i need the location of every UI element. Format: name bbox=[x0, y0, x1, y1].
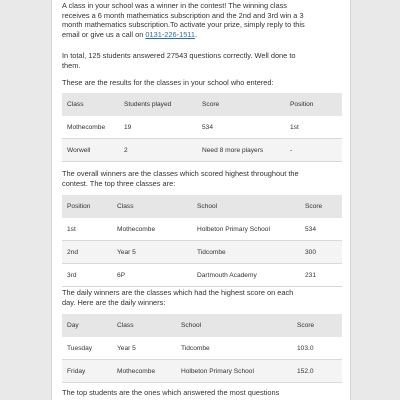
table-cell: Holbeton Primary School bbox=[192, 218, 300, 241]
table-cell: 534 bbox=[300, 218, 342, 241]
intro-line: receives a 6 month mathematics subscription and the 2nd and 3rd win a 3 bbox=[62, 10, 304, 20]
school-results-table bbox=[62, 93, 342, 162]
table-cell: Worwell bbox=[62, 139, 119, 162]
table-cell: Holbeton Primary School bbox=[176, 360, 292, 383]
table-header-row bbox=[62, 195, 342, 218]
table-cell: 231 bbox=[300, 264, 342, 287]
table-row bbox=[62, 241, 342, 264]
overall-winners-intro bbox=[62, 169, 299, 188]
table-header-row bbox=[62, 314, 342, 337]
daily-intro-line: day. Here are the daily winners: bbox=[62, 297, 166, 307]
overall-intro-line: contest. The top three classes are: bbox=[62, 178, 176, 188]
table-row bbox=[62, 264, 342, 287]
table-cell: Friday bbox=[62, 360, 112, 383]
column-header: Position bbox=[285, 93, 342, 116]
column-header: Class bbox=[112, 314, 176, 337]
table-row bbox=[62, 116, 342, 139]
column-header: School bbox=[176, 314, 292, 337]
total-paragraph bbox=[62, 51, 296, 70]
table-cell: Tidcombe bbox=[192, 241, 300, 264]
table-cell: Dartmouth Academy bbox=[192, 264, 300, 287]
column-header: Position bbox=[62, 195, 112, 218]
table-cell: Mothecombe bbox=[112, 218, 192, 241]
table-cell: 2nd bbox=[62, 241, 112, 264]
table-cell: Tidcombe bbox=[176, 337, 292, 360]
school-results-intro: These are the results for the classes in your school who entered: bbox=[62, 78, 274, 87]
daily-winners-table bbox=[62, 314, 342, 383]
table-cell: Year 5 bbox=[112, 241, 192, 264]
table-cell: Tuesday bbox=[62, 337, 112, 360]
column-header: School bbox=[192, 195, 300, 218]
column-header: Class bbox=[62, 93, 119, 116]
intro-line-text: . bbox=[194, 29, 198, 39]
overall-winners-table bbox=[62, 195, 342, 287]
intro-line: A class in your school was a winner in the contest! The winning class bbox=[62, 1, 287, 10]
table-cell: 152.0 bbox=[292, 360, 342, 383]
table-row bbox=[62, 218, 342, 241]
daily-intro-line: The daily winners are the classes which had the highest score on each bbox=[62, 288, 294, 297]
table-cell: 300 bbox=[300, 241, 342, 264]
table-cell: - bbox=[285, 139, 342, 162]
table-cell: 1st bbox=[62, 218, 112, 241]
column-header: Students played bbox=[119, 93, 197, 116]
intro-line-text: email or give us a call on bbox=[62, 29, 146, 39]
column-header: Score bbox=[300, 195, 342, 218]
overall-intro-line: The overall winners are the classes which scored highest throughout the bbox=[62, 169, 299, 178]
column-header: Class bbox=[112, 195, 192, 218]
intro-paragraph bbox=[62, 1, 305, 39]
top-students-line: The top students are the ones which answered the most questions bbox=[62, 388, 280, 397]
table-cell: 103.0 bbox=[292, 337, 342, 360]
total-line: In total, 125 students answered 27543 questions correctly. Well done to bbox=[62, 51, 296, 60]
table-cell: 19 bbox=[119, 116, 197, 139]
phone-link[interactable]: 0131-226-1511 bbox=[145, 29, 195, 39]
table-cell: Mothecombe bbox=[62, 116, 119, 139]
column-header: Score bbox=[197, 93, 285, 116]
table-cell: 3rd bbox=[62, 264, 112, 287]
email-body bbox=[51, 0, 351, 400]
table-row bbox=[62, 360, 342, 383]
column-header: Score bbox=[292, 314, 342, 337]
table-cell: 6P bbox=[112, 264, 192, 287]
table-row bbox=[62, 139, 342, 162]
intro-line: month mathematics subscription.To activate your prize, simply reply to this bbox=[62, 20, 305, 29]
table-cell: 1st bbox=[285, 116, 342, 139]
table-cell: 534 bbox=[197, 116, 285, 139]
table-cell: Year 5 bbox=[112, 337, 176, 360]
table-cell: 2 bbox=[119, 139, 197, 162]
table-header-row bbox=[62, 93, 342, 116]
table-cell: Mothecombe bbox=[112, 360, 176, 383]
total-line: them. bbox=[62, 60, 81, 70]
table-cell: Need 8 more players bbox=[197, 139, 285, 162]
daily-winners-intro bbox=[62, 288, 293, 307]
column-header: Day bbox=[62, 314, 112, 337]
table-row bbox=[62, 337, 342, 360]
intro-line bbox=[62, 30, 305, 40]
